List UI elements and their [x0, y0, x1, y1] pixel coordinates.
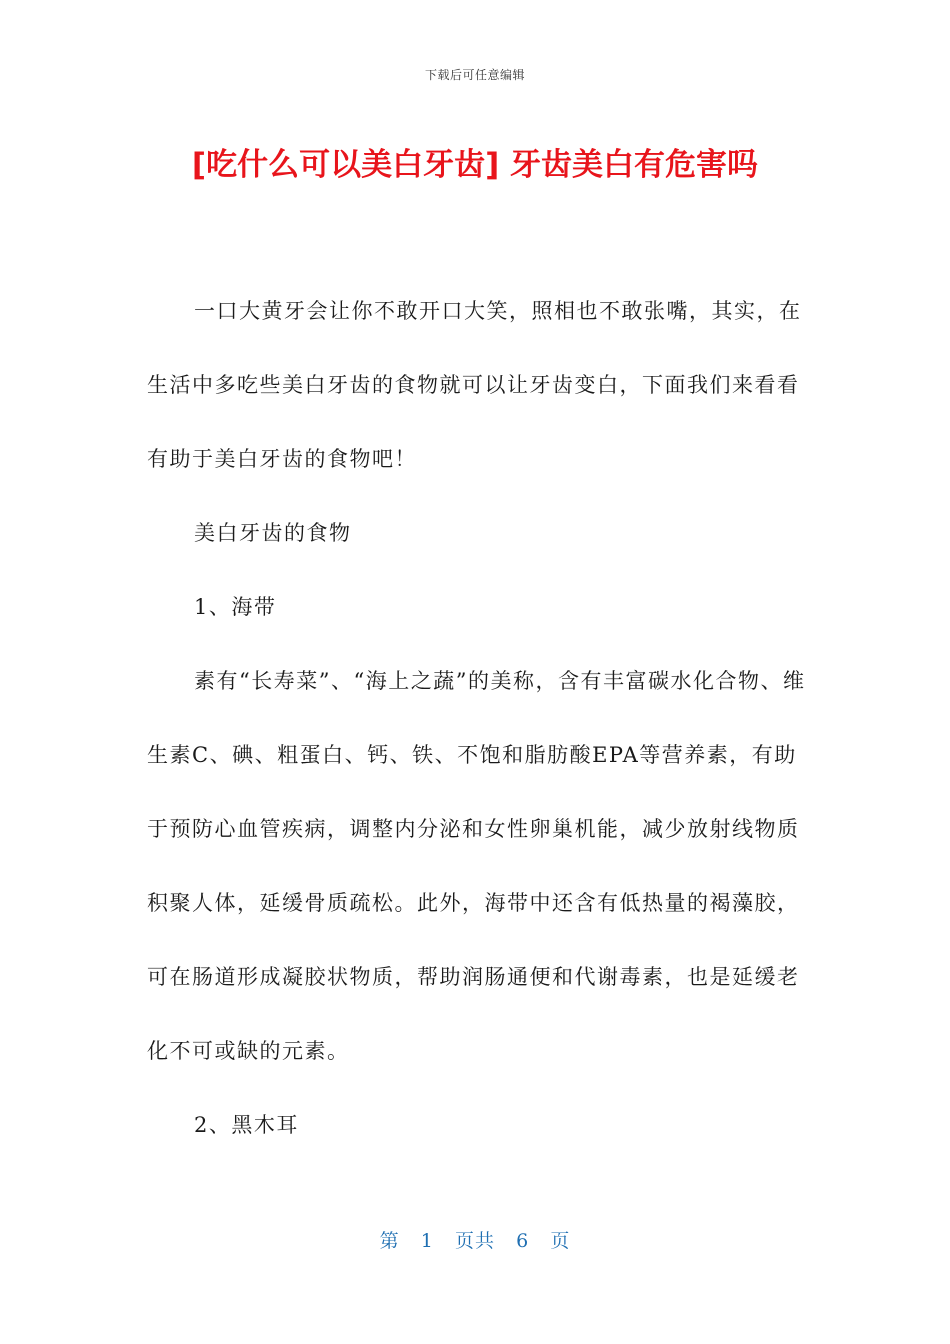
document-title: [吃什么可以美白牙齿] 牙齿美白有危害吗 — [191, 147, 759, 183]
paragraph-kelp: 素有“长寿菜”、“海上之蔬”的美称，含有丰富碳水化合物、维生素C、碘、粗蛋白、钙、铁、不饱和脂肪酸EPA等营养素，有助于预防心血管疾病，调整内分泌和女性卵巢机能，减少放射线物质积聚人体，延缓骨质疏松。此外，海带中还含有低热量的褐藻胶，可在肠道形成凝胶状物质，帮助润肠通便和代谢毒素，也是延缓老化不可或缺的元素。 — [147, 669, 806, 1063]
footer-suffix: 页 — [550, 1230, 571, 1252]
total-page-count: 6 — [516, 1230, 530, 1252]
section-heading: 美白牙齿的食物 — [194, 521, 352, 545]
footer-middle: 页共 — [454, 1230, 495, 1252]
paragraph-intro: 一口大黄牙会让你不敢开口大笑，照相也不敢张嘴，其实，在生活中多吃些美白牙齿的食物就可以让牙齿变白，下面我们来看看有助于美白牙齿的食物吧！ — [147, 299, 802, 471]
list-item-heading-2: 2、黑木耳 — [194, 1113, 299, 1137]
page-footer — [0, 1226, 950, 1253]
current-page-number: 1 — [420, 1230, 434, 1252]
list-item-heading-1: 1、海带 — [194, 595, 277, 619]
document-body — [147, 274, 807, 1162]
header-note: 下载后可任意编辑 — [424, 68, 525, 82]
footer-prefix: 第 — [379, 1230, 400, 1252]
